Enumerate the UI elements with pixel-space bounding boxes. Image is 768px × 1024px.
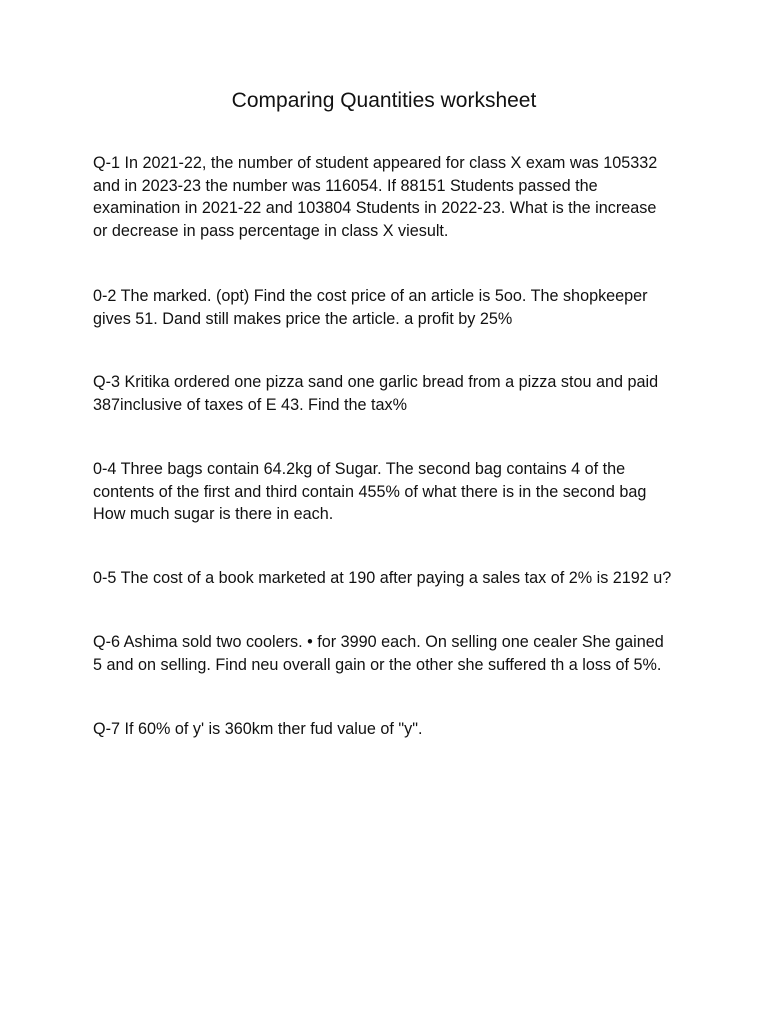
page-title: Comparing Quantities worksheet [231, 89, 537, 112]
question-6: Q-6 Ashima sold two coolers. • for 3990 each. On selling one cealer She gained 5 and on selling. Find neu overall gain or the other she suffered th a loss of 5%. [93, 633, 664, 674]
question-1: Q-1 In 2021-22, the number of student appeared for class X exam was 105332 and in 2023-23 the number was 116054. If 88151 Students passed the examination in 2021-22 and 103804 Students in 2022-23. What is the increase or decrease in pass percentage in class X viesult. [93, 154, 658, 240]
question-7: Q-7 If 60% of y' is 360km ther fud value of "y". [93, 720, 423, 738]
question-5: 0-5 The cost of a book marketed at 190 after paying a sales tax of 2% is 2192 u? [93, 569, 672, 587]
question-3: Q-3 Kritika ordered one pizza sand one garlic bread from a pizza stou and paid 387inclusive of taxes of E 43. Find the tax% [93, 373, 659, 414]
question-4: 0-4 Three bags contain 64.2kg of Sugar. The second bag contains 4 of the contents of the first and third contain 455% of what there is in the second bag How much sugar is there in each. [93, 460, 647, 523]
question-2: 0-2 The marked. (opt) Find the cost price of an article is 5oo. The shopkeeper gives 51. Dand still makes price the article. a profit by 25% [93, 287, 648, 328]
